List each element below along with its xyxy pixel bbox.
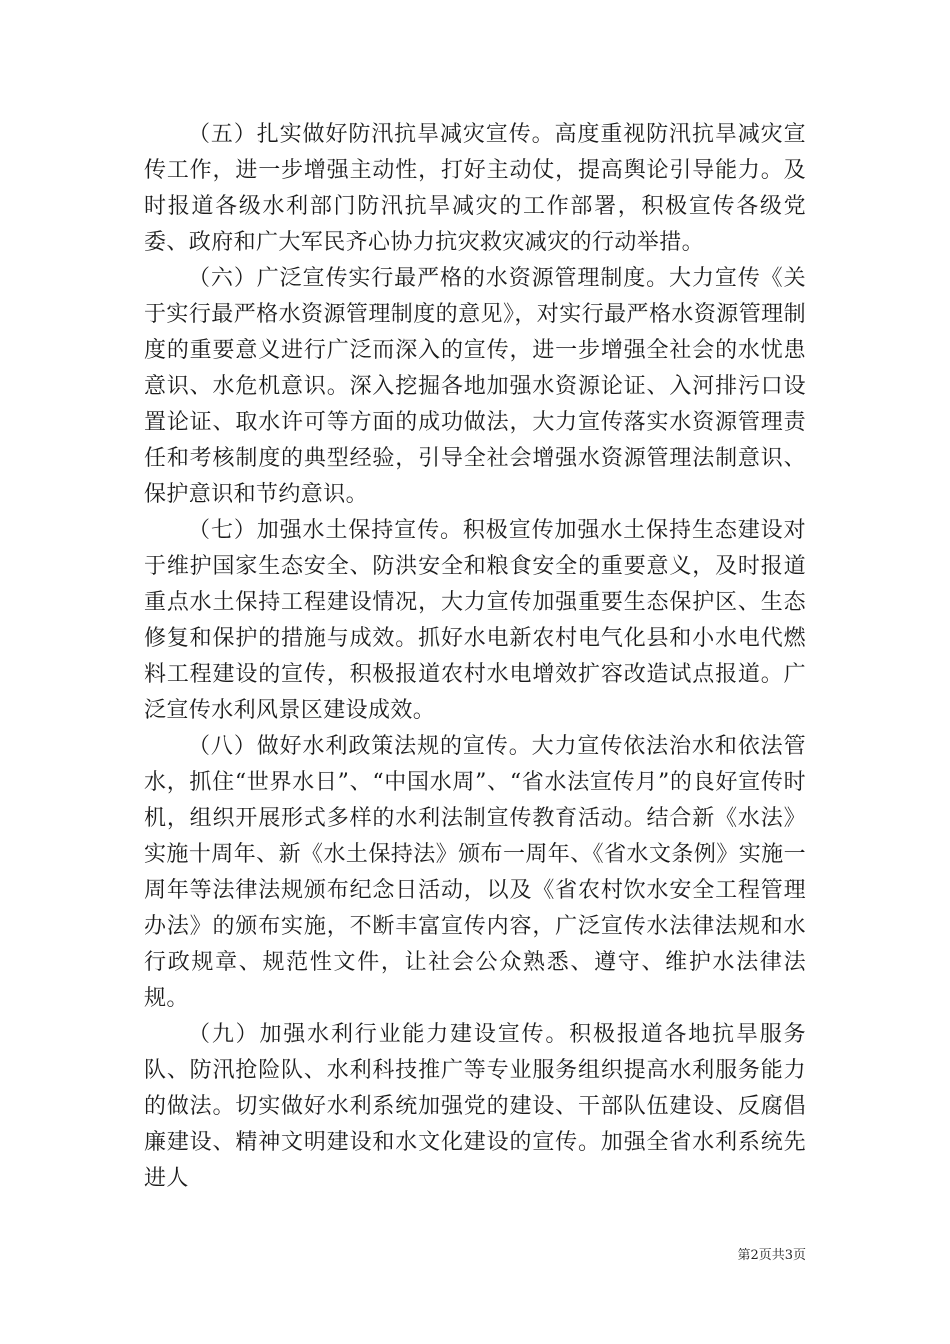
paragraph-section-8: （八）做好水利政策法规的宣传。大力宣传依法治水和依法管水，抓住“世界水日”、“中国水周”、“省水法宣传月”的良好宣传时机，组织开展形式多样的水利法制宣传教育活动。结合新《水法》实施十周年、新《水土保持法》颁布一周年、《省水文条例》实施一周年等法律法规颁布纪念日活动，以及《省农村饮水安全工程管理办法》的颁布实施，不断丰富宣传内容，广泛宣传水法律法规和水行政规章、规范性文件，让社会公众熟悉、遵守、维护水法律法规。 — [144, 734, 806, 1011]
paragraph-section-6: （六）广泛宣传实行最严格的水资源管理制度。大力宣传《关于实行最严格水资源管理制度的意见》，对实行最严格水资源管理制度的重要意义进行广泛而深入的宣传，进一步增强全社会的水忧患意识、水危机意识。深入挖掘各地加强水资源论证、入河排污口设置论证、取水许可等方面的成功做法，大力宣传落实水资源管理责任和考核制度的典型经验，引导全社会增强水资源管理法制意识、保护意识和节约意识。 — [144, 266, 806, 507]
paragraph-section-5: （五）扎实做好防汛抗旱减灾宣传。高度重视防汛抗旱减灾宣传工作，进一步增强主动性，打好主动仗，提高舆论引导能力。及时报道各级水利部门防汛抗旱减灾的工作部署，积极宣传各级党委、政府和广大军民齐心协力抗灾救灾减灾的行动举措。 — [144, 122, 806, 255]
paragraph-section-9: （九）加强水利行业能力建设宣传。积极报道各地抗旱服务队、防汛抢险队、水利科技推广等专业服务组织提高水利服务能力的做法。切实做好水利系统加强党的建设、干部队伍建设、反腐倡廉建设、精神文明建设和水文化建设的宣传。加强全省水利系统先进人 — [144, 1022, 806, 1191]
page-number-footer: 第2页共3页 — [737, 1248, 806, 1263]
paragraph-section-7: （七）加强水土保持宣传。积极宣传加强水土保持生态建设对于维护国家生态安全、防洪安全和粮食安全的重要意义，及时报道重点水土保持工程建设情况，大力宣传加强重要生态保护区、生态修复和保护的措施与成效。抓好水电新农村电气化县和小水电代燃料工程建设的宣传，积极报道农村水电增效扩容改造试点报道。广泛宣传水利风景区建设成效。 — [144, 518, 806, 723]
document-body — [144, 117, 806, 1197]
